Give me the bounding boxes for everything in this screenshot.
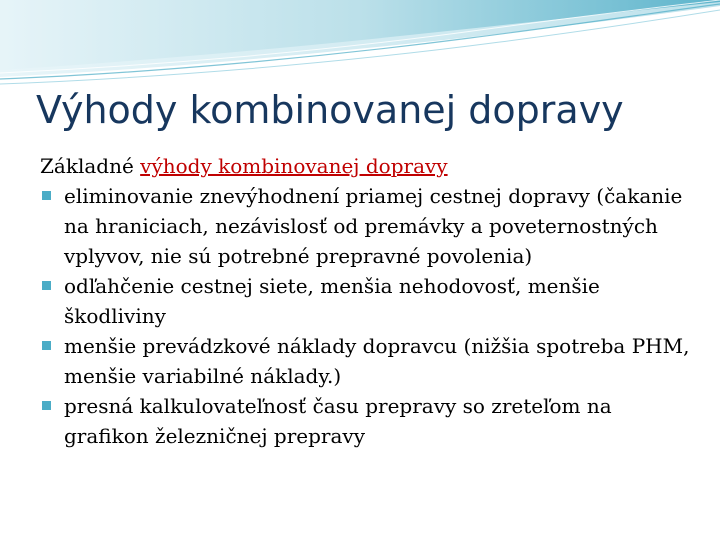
square-bullet-icon <box>42 191 51 200</box>
intro-prefix: Základné <box>40 154 141 178</box>
square-bullet-icon <box>42 401 51 410</box>
slide-title: Výhody kombinovanej dopravy <box>36 88 624 132</box>
square-bullet-icon <box>42 341 51 350</box>
bullet-item <box>40 181 690 271</box>
bullet-text: odľahčenie cestnej siete, menšia nehodovosť, menšie škodliviny <box>64 274 600 328</box>
intro-highlight-link[interactable]: výhody kombinovanej dopravy <box>140 154 448 178</box>
square-bullet-icon <box>42 281 51 290</box>
intro-line <box>40 151 690 181</box>
bullet-text: presná kalkulovateľnosť času prepravy so zreteľom na grafikon železničnej prepravy <box>64 394 612 448</box>
bullet-item <box>40 331 690 391</box>
wave-band-front <box>0 0 720 70</box>
bullet-item <box>40 391 690 451</box>
bullet-item <box>40 271 690 331</box>
header-wave-decoration <box>0 0 720 90</box>
slide-content <box>40 151 690 451</box>
bullet-text: menšie prevádzkové náklady dopravcu (nižšia spotreba PHM, menšie variabilné náklady.) <box>64 334 690 388</box>
bullet-list <box>40 181 690 451</box>
bullet-text: eliminovanie znevýhodnení priamej cestnej dopravy (čakanie na hraniciach, nezávislosť od premávky a poveternostných vplyvov, nie sú potrebné prepravné povolenia) <box>64 184 683 268</box>
